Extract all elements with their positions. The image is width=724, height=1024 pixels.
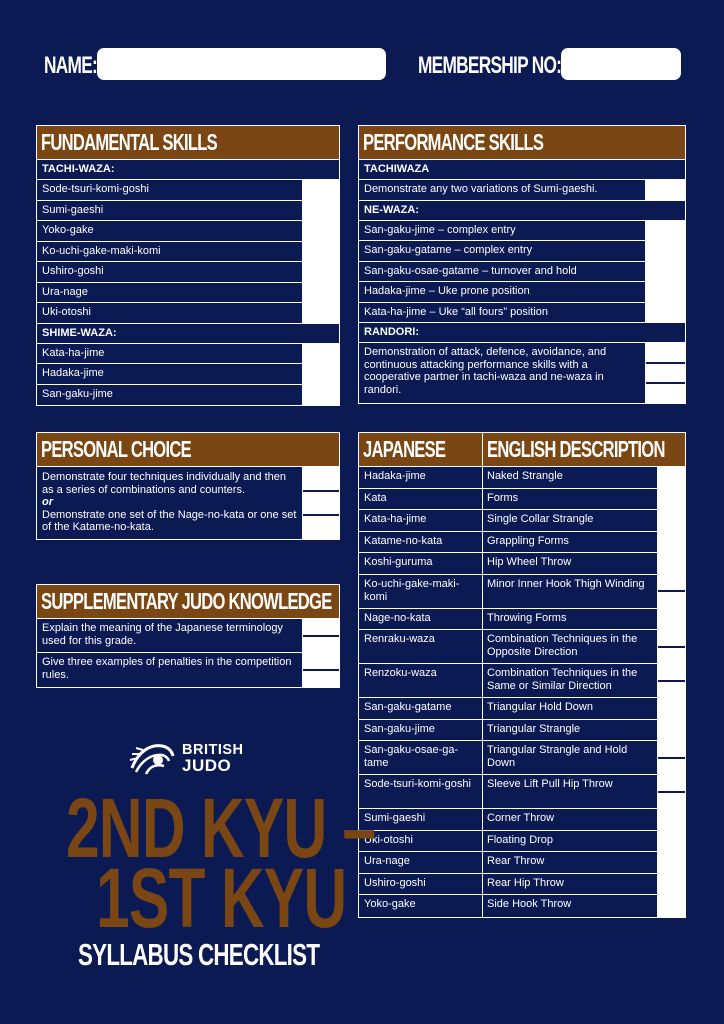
glossary-row bbox=[359, 575, 685, 609]
logo-line-british: BRITISH bbox=[182, 742, 244, 758]
glossary-row bbox=[359, 720, 685, 742]
checkbox[interactable] bbox=[645, 303, 685, 323]
checkbox[interactable] bbox=[646, 343, 685, 364]
checklist-row bbox=[359, 180, 685, 201]
membership-input[interactable] bbox=[561, 48, 681, 80]
checkbox[interactable] bbox=[303, 619, 339, 637]
performance-skills-header bbox=[359, 126, 685, 160]
english-description: Corner Throw bbox=[487, 812, 555, 824]
japanese-term: Ura-nage bbox=[359, 852, 483, 873]
skill-label: Demonstrate any two variations of Sumi-gaeshi. bbox=[364, 183, 598, 195]
grade-title-line1: 2ND KYU – bbox=[66, 781, 376, 875]
checkbox[interactable] bbox=[658, 467, 685, 488]
option-two-text: Demonstrate one set of the Nage-no-kata or one set of the Katame-no-kata. bbox=[42, 508, 297, 533]
membership-label: MEMBERSHIP NO: bbox=[418, 52, 562, 79]
checkbox[interactable] bbox=[658, 664, 685, 682]
checkbox[interactable] bbox=[658, 648, 685, 664]
checkbox[interactable] bbox=[302, 180, 339, 200]
japanese-term: Ko-uchi-gake-maki-komi bbox=[359, 575, 483, 608]
glossary-row bbox=[359, 510, 685, 532]
checkbox[interactable] bbox=[303, 653, 339, 671]
glossary-row bbox=[359, 741, 685, 775]
checkbox[interactable] bbox=[658, 809, 685, 830]
checkbox[interactable] bbox=[658, 575, 685, 593]
checklist-row bbox=[37, 303, 339, 324]
japanese-term: Renraku-waza bbox=[359, 630, 483, 663]
checkbox[interactable] bbox=[302, 385, 339, 406]
checklist-row bbox=[359, 221, 685, 242]
japanese-column-title: JAPANESE bbox=[363, 436, 446, 462]
english-description: Combination Techniques in the Opposite Direction bbox=[487, 633, 638, 658]
japanese-term: Sumi-gaeshi bbox=[359, 809, 483, 830]
english-description: Combination Techniques in the Same or Similar Direction bbox=[487, 667, 638, 692]
checklist-row bbox=[37, 653, 339, 687]
checklist-row bbox=[37, 364, 339, 385]
personal-choice-table bbox=[36, 432, 340, 540]
tachiwaza-heading: TACHIWAZA bbox=[359, 160, 685, 180]
checkbox[interactable] bbox=[303, 671, 339, 687]
fundamental-skills-title: FUNDAMENTAL SKILLS bbox=[41, 129, 217, 155]
checkbox[interactable] bbox=[658, 895, 685, 917]
checklist-row bbox=[359, 262, 685, 283]
glossary-row bbox=[359, 532, 685, 554]
japanese-term: Sode-tsuri-komi-goshi bbox=[359, 775, 483, 808]
personal-choice-header bbox=[37, 433, 339, 467]
checkbox[interactable] bbox=[302, 303, 339, 323]
logo-line-judo: JUDO bbox=[182, 756, 232, 775]
checklist-row bbox=[37, 201, 339, 222]
name-input[interactable] bbox=[97, 48, 386, 80]
checkbox[interactable] bbox=[658, 775, 685, 793]
glossary-table bbox=[358, 432, 686, 918]
checkbox[interactable] bbox=[645, 241, 685, 261]
supplementary-knowledge-title: SUPPLEMENTARY JUDO KNOWLEDGE bbox=[41, 588, 332, 614]
japanese-term: Renzoku-waza bbox=[359, 664, 483, 697]
english-description: Grappling Forms bbox=[487, 534, 569, 547]
checklist-row bbox=[37, 344, 339, 365]
checklist-row bbox=[37, 619, 339, 653]
checkbox[interactable] bbox=[658, 852, 685, 873]
checkbox[interactable] bbox=[658, 489, 685, 510]
judoka-emblem-icon bbox=[128, 738, 176, 778]
checklist-row bbox=[37, 283, 339, 304]
english-description: Floating Drop bbox=[487, 833, 554, 846]
supplementary-knowledge-header bbox=[37, 585, 339, 619]
checkbox[interactable] bbox=[645, 282, 685, 302]
japanese-term: Katame-no-kata bbox=[359, 532, 483, 553]
glossary-row bbox=[359, 809, 685, 831]
fundamental-skills-header bbox=[37, 126, 339, 160]
performance-skills-title: PERFORMANCE SKILLS bbox=[363, 129, 544, 155]
japanese-term: Kata bbox=[359, 489, 483, 510]
skill-label: Sumi-gaeshi bbox=[42, 203, 104, 216]
knowledge-label: Explain the meaning of the Japanese terminology used for this grade. bbox=[42, 622, 283, 647]
glossary-row bbox=[359, 852, 685, 874]
checklist-row bbox=[359, 303, 685, 324]
english-description: Triangular Hold Down bbox=[487, 701, 593, 713]
checkbox[interactable] bbox=[658, 532, 685, 553]
checklist-row bbox=[37, 180, 339, 201]
glossary-row bbox=[359, 698, 685, 720]
checkbox[interactable] bbox=[658, 874, 685, 895]
japanese-term: Uki-otoshi bbox=[359, 831, 483, 852]
english-column-header bbox=[483, 433, 685, 466]
checklist-row bbox=[359, 343, 685, 403]
checkbox[interactable] bbox=[658, 592, 685, 608]
checklist-row bbox=[359, 241, 685, 262]
checklist-row bbox=[37, 242, 339, 263]
glossary-row bbox=[359, 895, 685, 917]
glossary-row bbox=[359, 874, 685, 896]
checklist-row bbox=[37, 221, 339, 242]
british-judo-logo bbox=[128, 738, 244, 778]
ne-waza-heading: NE-WAZA: bbox=[359, 201, 685, 221]
skill-label: Ko-uchi-gake-maki-komi bbox=[42, 244, 161, 257]
japanese-term: San-gaku-osae-ga-tame bbox=[359, 741, 483, 774]
english-description: Rear Hip Throw bbox=[487, 876, 564, 889]
checkbox-stack bbox=[302, 653, 339, 687]
fundamental-skills-table bbox=[36, 125, 340, 406]
checkbox[interactable] bbox=[658, 793, 685, 809]
checkbox[interactable] bbox=[658, 609, 685, 630]
skill-label: San-gaku-jime bbox=[42, 387, 113, 400]
personal-choice-text bbox=[37, 467, 302, 539]
skill-label: Hadaka-jime – Uke prone position bbox=[364, 285, 530, 297]
checkbox[interactable] bbox=[303, 637, 339, 653]
english-description: Sleeve Lift Pull Hip Throw bbox=[487, 778, 613, 790]
name-label: NAME: bbox=[44, 52, 98, 79]
checkbox[interactable] bbox=[645, 221, 685, 241]
english-description: Side Hook Throw bbox=[487, 898, 572, 910]
japanese-term: Nage-no-kata bbox=[359, 609, 483, 630]
glossary-row bbox=[359, 467, 685, 489]
checklist-row bbox=[37, 262, 339, 283]
checkbox-stack bbox=[302, 619, 339, 652]
glossary-row bbox=[359, 609, 685, 631]
skill-label: Uki-otoshi bbox=[42, 306, 91, 318]
glossary-row bbox=[359, 553, 685, 575]
grade-title-line2: 1ST KYU bbox=[96, 851, 347, 945]
checkbox[interactable] bbox=[658, 698, 685, 719]
checkbox[interactable] bbox=[302, 283, 339, 303]
japanese-term: Kata-ha-jime bbox=[359, 510, 483, 531]
skill-label: Hadaka-jime bbox=[42, 367, 104, 379]
knowledge-label: Give three examples of penalties in the competition rules. bbox=[42, 656, 292, 681]
checkbox[interactable] bbox=[302, 364, 339, 384]
checkbox[interactable] bbox=[303, 516, 339, 539]
personal-choice-title: PERSONAL CHOICE bbox=[41, 436, 191, 462]
checkbox[interactable] bbox=[658, 759, 685, 775]
glossary-header bbox=[359, 433, 685, 467]
skill-label: Sode-tsuri-komi-goshi bbox=[42, 183, 149, 195]
japanese-term: Ushiro-goshi bbox=[359, 874, 483, 895]
checkbox[interactable] bbox=[302, 344, 339, 364]
option-one-text: Demonstrate four techniques individually and then as a series of combinations and counters. bbox=[42, 471, 286, 496]
english-description: Minor Inner Hook Thigh Winding bbox=[487, 577, 645, 590]
skill-label: San-gaku-osae-gatame – turnover and hold bbox=[364, 264, 577, 277]
skill-label: San-gaku-jime – complex entry bbox=[364, 223, 516, 236]
english-description: Naked Strangle bbox=[487, 470, 563, 482]
english-description: Throwing Forms bbox=[487, 611, 567, 624]
checkbox-stack bbox=[302, 467, 339, 539]
japanese-term: Yoko-gake bbox=[359, 895, 483, 917]
japanese-term: Koshi-guruma bbox=[359, 553, 483, 574]
skill-label: San-gaku-gatame – complex entry bbox=[364, 244, 533, 256]
english-description: Single Collar Strangle bbox=[487, 513, 594, 525]
glossary-row bbox=[359, 775, 685, 809]
checkbox[interactable] bbox=[658, 510, 685, 531]
checkbox[interactable] bbox=[646, 364, 685, 385]
english-column-title: ENGLISH DESCRIPTION bbox=[487, 436, 665, 462]
japanese-column-header bbox=[359, 433, 483, 466]
glossary-row bbox=[359, 664, 685, 698]
skill-label: Yoko-gake bbox=[42, 224, 94, 236]
japanese-term: San-gaku-gatame bbox=[359, 698, 483, 719]
checkbox[interactable] bbox=[645, 180, 685, 200]
skill-label: Ura-nage bbox=[42, 285, 88, 298]
checkbox[interactable] bbox=[658, 741, 685, 759]
english-description: Rear Throw bbox=[487, 855, 545, 867]
supplementary-knowledge-table bbox=[36, 584, 340, 688]
shime-waza-heading: SHIME-WAZA: bbox=[37, 324, 339, 344]
english-description: Forms bbox=[487, 491, 519, 504]
checkbox[interactable] bbox=[658, 682, 685, 698]
checkbox[interactable] bbox=[658, 553, 685, 574]
checkbox[interactable] bbox=[658, 720, 685, 741]
checkbox[interactable] bbox=[302, 242, 339, 262]
syllabus-checklist-subtitle: SYLLABUS CHECKLIST bbox=[78, 937, 320, 972]
randori-heading: RANDORI: bbox=[359, 323, 685, 343]
checkbox[interactable] bbox=[302, 262, 339, 282]
english-description: Triangular Strangle and Hold Down bbox=[487, 744, 628, 769]
checkbox-stack bbox=[645, 343, 685, 403]
checkbox[interactable] bbox=[303, 467, 339, 492]
skill-label: Ushiro-goshi bbox=[42, 265, 104, 277]
skill-label: Demonstration of attack, defence, avoidance, and continuous attacking performance skills with a cooperative partner in tachi-waza and ne-waza in randori. bbox=[364, 346, 607, 396]
skill-label: Kata-ha-jime – Uke “all fours” position bbox=[364, 305, 549, 318]
tachi-waza-heading: TACHI-WAZA: bbox=[37, 160, 339, 180]
checkbox[interactable] bbox=[645, 262, 685, 282]
english-description: Hip Wheel Throw bbox=[487, 556, 572, 568]
japanese-term: San-gaku-jime bbox=[359, 720, 483, 741]
checklist-row bbox=[359, 282, 685, 303]
checkbox[interactable] bbox=[302, 221, 339, 241]
japanese-term: Hadaka-jime bbox=[359, 467, 483, 488]
english-description: Triangular Strangle bbox=[487, 722, 581, 735]
or-text: or bbox=[42, 496, 53, 508]
glossary-row bbox=[359, 831, 685, 853]
checkbox[interactable] bbox=[658, 630, 685, 648]
checklist-row bbox=[37, 385, 339, 406]
checkbox[interactable] bbox=[658, 831, 685, 852]
glossary-row bbox=[359, 489, 685, 511]
glossary-row bbox=[359, 630, 685, 664]
checkbox[interactable] bbox=[303, 492, 339, 517]
checklist-row bbox=[37, 467, 339, 539]
checkbox[interactable] bbox=[302, 201, 339, 221]
performance-skills-table bbox=[358, 125, 686, 404]
checkbox[interactable] bbox=[646, 384, 685, 403]
skill-label: Kata-ha-jime bbox=[42, 346, 105, 359]
